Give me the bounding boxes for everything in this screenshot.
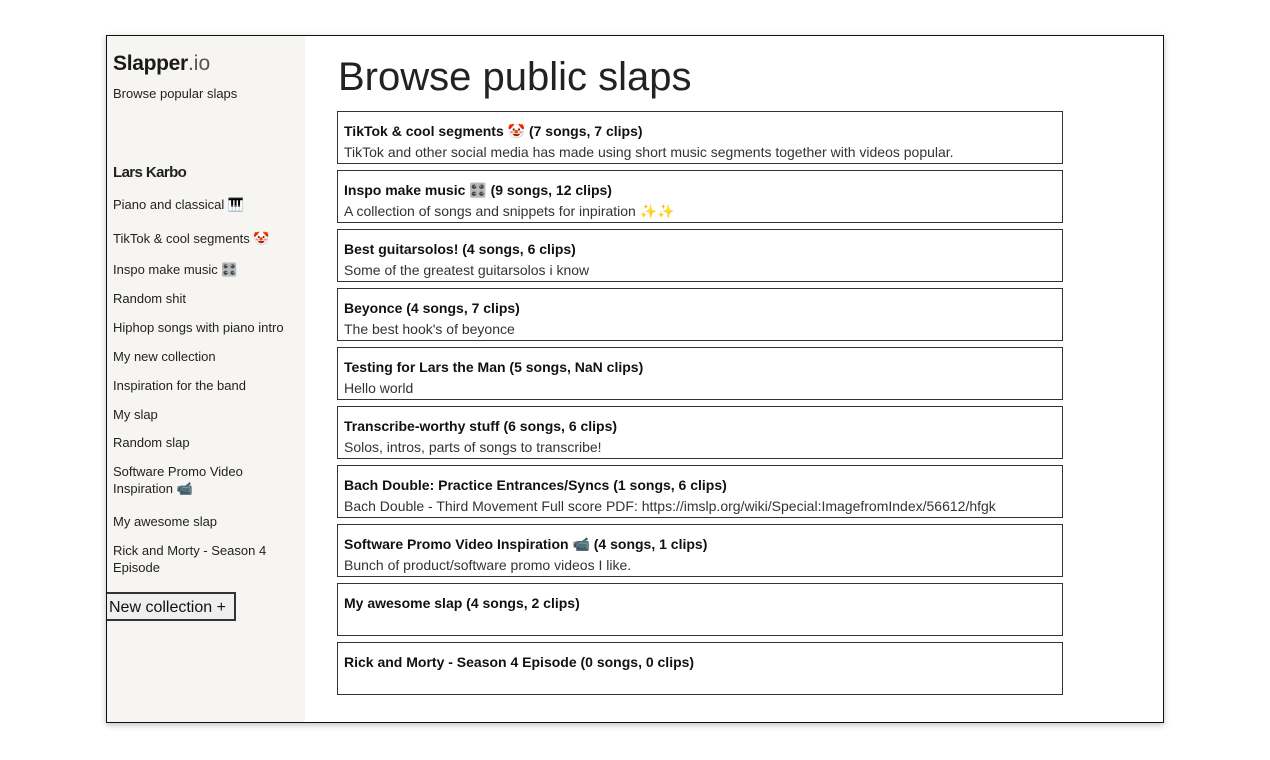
- slap-card-description: Solos, intros, parts of songs to transcribe!: [344, 439, 602, 455]
- page-title: Browse public slaps: [338, 55, 692, 99]
- slap-card-title: Testing for Lars the Man (5 songs, NaN clips): [344, 359, 644, 375]
- app-window: [106, 35, 1164, 723]
- sidebar-item[interactable]: TikTok & cool segments 🤡: [113, 231, 270, 246]
- sidebar-item[interactable]: Inspo make music 🎛️: [113, 262, 238, 277]
- slap-card-title: Beyonce (4 songs, 7 clips): [344, 300, 520, 316]
- slap-card[interactable]: [337, 347, 1063, 400]
- slap-card-title: Inspo make music 🎛️ (9 songs, 12 clips): [344, 182, 612, 198]
- logo[interactable]: [113, 52, 210, 76]
- browse-popular-link[interactable]: Browse popular slaps: [113, 86, 238, 101]
- slap-card-title: Bach Double: Practice Entrances/Syncs (1 songs, 6 clips): [344, 477, 727, 493]
- slap-card[interactable]: [337, 288, 1063, 341]
- slap-card-description: The best hook's of beyonce: [344, 321, 515, 337]
- slap-card-title: Best guitarsolos! (4 songs, 6 clips): [344, 241, 576, 257]
- slap-card-title: TikTok & cool segments 🤡 (7 songs, 7 clips): [344, 123, 643, 139]
- slap-card-title: Transcribe-worthy stuff (6 songs, 6 clips): [344, 418, 618, 434]
- slap-card-description: Bach Double - Third Movement Full score PDF: https://imslp.org/wiki/Special:ImagefromIndex/56612/hfgk: [344, 498, 996, 514]
- slap-card-title: My awesome slap (4 songs, 2 clips): [344, 595, 580, 611]
- sidebar-item[interactable]: My awesome slap: [113, 514, 218, 529]
- slap-card[interactable]: [337, 524, 1063, 577]
- slap-card[interactable]: [337, 229, 1063, 282]
- slap-card[interactable]: [337, 170, 1063, 223]
- slap-card[interactable]: [337, 642, 1063, 695]
- slap-card-title: Rick and Morty - Season 4 Episode (0 songs, 0 clips): [344, 654, 695, 670]
- sidebar-item[interactable]: Inspiration for the band: [113, 378, 246, 393]
- slap-card-description: Hello world: [344, 380, 414, 396]
- sidebar: [107, 36, 305, 722]
- sidebar-item[interactable]: Random shit: [113, 291, 186, 306]
- slap-card[interactable]: [337, 583, 1063, 636]
- sidebar-item[interactable]: Software Promo Video Inspiration 📹: [113, 464, 243, 496]
- slap-card-description: Bunch of product/software promo videos I like.: [344, 557, 632, 573]
- logo-name: Slapper: [113, 52, 188, 75]
- slap-card-description: Some of the greatest guitarsolos i know: [344, 262, 590, 278]
- slap-card-description: A collection of songs and snippets for inpiration ✨✨: [344, 203, 675, 219]
- slap-card[interactable]: [337, 111, 1063, 164]
- slap-card-description: TikTok and other social media has made using short music segments together with videos popular.: [344, 144, 954, 160]
- sidebar-item[interactable]: My new collection: [113, 349, 216, 364]
- slap-card-title: Software Promo Video Inspiration 📹 (4 songs, 1 clips): [344, 536, 708, 552]
- slap-card[interactable]: [337, 465, 1063, 518]
- sidebar-item[interactable]: Rick and Morty - Season 4 Episode: [113, 543, 267, 575]
- logo-tld: .io: [187, 52, 211, 75]
- sidebar-item[interactable]: My slap: [113, 407, 158, 422]
- sidebar-item[interactable]: Hiphop songs with piano intro: [113, 320, 284, 335]
- user-name: Lars Karbo: [113, 164, 187, 181]
- sidebar-item[interactable]: Random slap: [113, 435, 190, 450]
- new-collection-button[interactable]: New collection +: [106, 592, 236, 621]
- slap-card[interactable]: [337, 406, 1063, 459]
- sidebar-item[interactable]: Piano and classical 🎹: [113, 197, 245, 212]
